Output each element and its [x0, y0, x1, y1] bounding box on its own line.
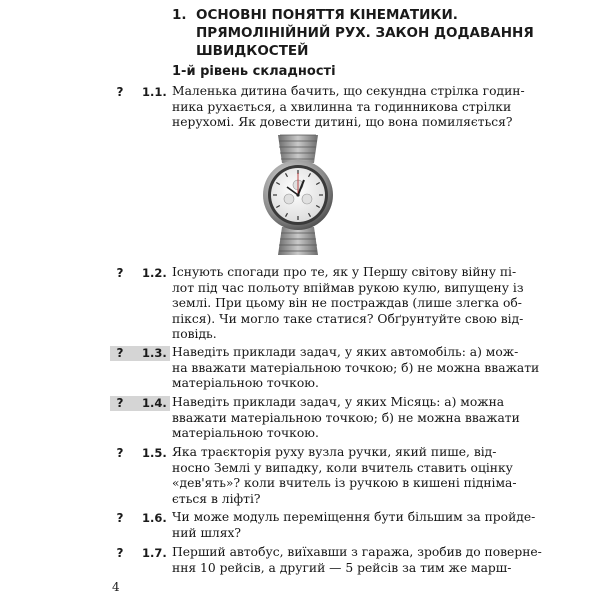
problem-line: Існують спогади про те, як у Першу світову війну пі- [172, 265, 517, 279]
page-number: 4 [112, 580, 120, 594]
problem-line: Перший автобус, виїхавши з гаража, зробив до поверне- [172, 545, 542, 559]
chapter-title [196, 6, 534, 60]
problem-line: Наведіть приклади задач, у яких Місяць: а) можна [172, 395, 505, 409]
problem-text [172, 510, 536, 541]
problem-text [172, 545, 542, 576]
problem-line: матеріальною точкою. [172, 426, 319, 441]
question-mark-icon: ? [116, 346, 124, 360]
problem-line: «дев'ять»? коли вчитель із ручкою в кишені підніма- [172, 476, 517, 491]
wristwatch-illustration [258, 133, 338, 257]
question-mark-icon: ? [116, 546, 124, 560]
problem-line: матеріальною точкою. [172, 376, 319, 391]
problem-line: Яка траєкторія руху вузла ручки, який пише, від- [172, 445, 497, 459]
question-mark-icon: ? [116, 396, 124, 410]
problem-line: лот під час польоту впіймав рукою кулю, випущену із [172, 280, 524, 295]
question-mark-icon: ? [116, 85, 124, 99]
difficulty-level-heading: 1-й рівень складності [172, 64, 336, 79]
question-mark-icon: ? [116, 266, 124, 280]
problem-text [172, 345, 540, 392]
problem-line: носно Землі у випадку, коли вчитель ставить оцінку [172, 460, 513, 475]
problem-number: 1.3. [142, 346, 167, 360]
problem-line: Маленька дитина бачить, що секундна стрілка годин- [172, 84, 525, 98]
problem-line: Наведіть приклади задач, у яких автомобіль: а) мож- [172, 345, 519, 359]
chapter-title-line: ШВИДКОСТЕЙ [196, 43, 309, 59]
chapter-title-line: ПРЯМОЛІНІЙНИЙ РУХ. ЗАКОН ДОДАВАННЯ [196, 25, 534, 41]
problem-line: Чи може модуль переміщення бути більшим за пройде- [172, 510, 536, 524]
question-mark-icon: ? [116, 511, 124, 525]
chapter-title-line: ОСНОВНІ ПОНЯТТЯ КІНЕМАТИКИ. [196, 7, 458, 23]
problem-line: повідь. [172, 327, 217, 342]
problem-text [172, 445, 517, 507]
problem-line: вважати матеріальною точкою; б) не можна вважати [172, 410, 520, 425]
problem-number: 1.2. [142, 266, 167, 280]
problem-text [172, 395, 520, 442]
problem-number: 1.5. [142, 446, 167, 460]
question-mark-icon: ? [116, 446, 124, 460]
problem-text [172, 84, 525, 131]
problem-number: 1.7. [142, 546, 167, 560]
problem-text [172, 265, 524, 343]
problem-line: на вважати матеріальною точкою; б) не можна вважати [172, 360, 540, 375]
problem-line: ний шлях? [172, 525, 242, 540]
problem-line: ється в ліфті? [172, 491, 261, 506]
problem-line: ння 10 рейсів, а другий — 5 рейсів за тим же марш- [172, 560, 512, 575]
problem-number: 1.6. [142, 511, 167, 525]
problem-line: нерухомі. Як довести дитині, що вона помиляється? [172, 115, 513, 130]
problem-number: 1.1. [142, 85, 167, 99]
chapter-number: 1. [172, 7, 187, 23]
problem-line: землі. При цьому він не постраждав (лише злегка об- [172, 296, 522, 311]
problem-line: ника рухається, а хвилинна та годинникова стрілки [172, 99, 512, 114]
problem-line: пікся). Чи могло таке статися? Обґрунтуйте свою від- [172, 311, 524, 326]
problem-number: 1.4. [142, 396, 167, 410]
